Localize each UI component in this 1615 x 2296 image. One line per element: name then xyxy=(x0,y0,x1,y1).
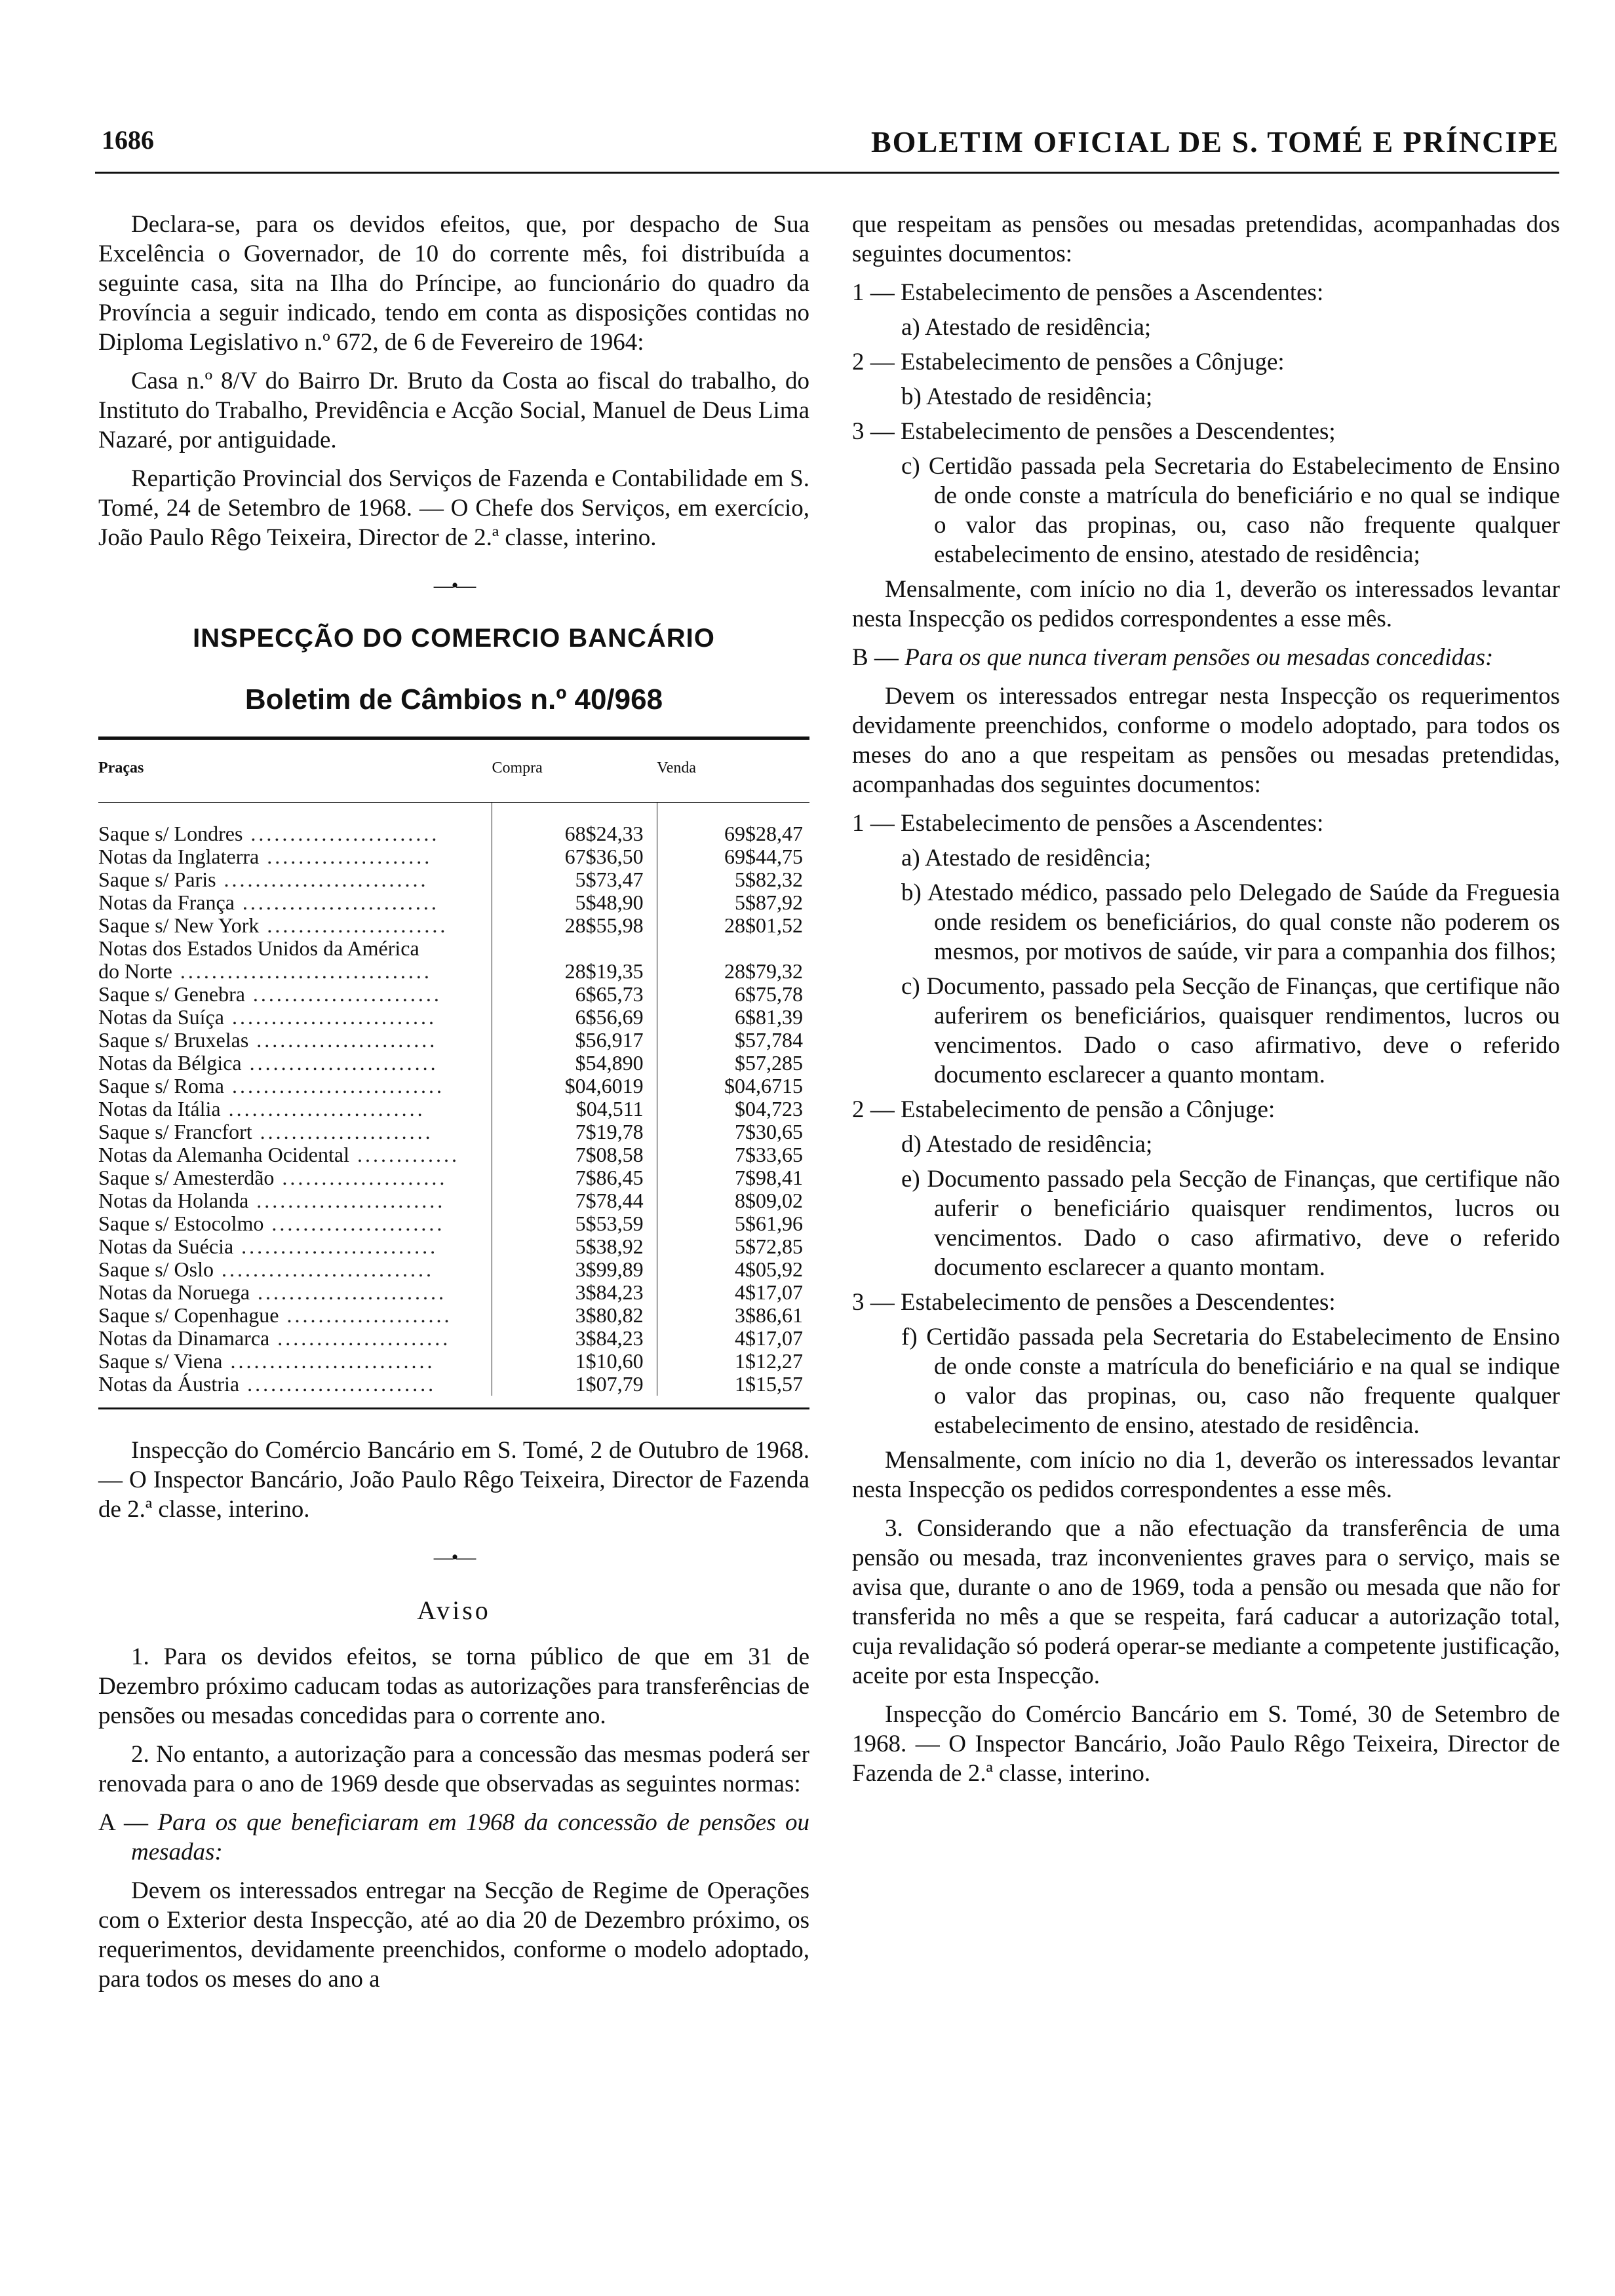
table-row xyxy=(98,1327,809,1350)
place-name: Saque s/ New York xyxy=(98,914,260,937)
sell-cell: $57,784 xyxy=(657,1029,809,1052)
table-row xyxy=(98,1075,809,1098)
sell-cell: 6$75,78 xyxy=(657,983,809,1006)
buy-cell: 5$38,92 xyxy=(492,1235,657,1258)
a-item-2: 2 — Estabelecimento de pensões a Cônjuge: xyxy=(852,349,1285,375)
table-row xyxy=(98,1029,809,1052)
place-cell xyxy=(98,822,492,845)
dot-leader: ........................ xyxy=(244,983,442,1006)
buy-cell: 5$53,59 xyxy=(492,1212,657,1235)
place-cell xyxy=(98,1258,492,1281)
b-item-3f: f) Certidão passada pela Secretaria do Estabelecimento de Ensino de onde conste a matrícula do beneficiário e na qual se indique o valor das propinas, ou, caso não frequente qualquer estabelecimento de ensino, atestado de residência. xyxy=(901,1324,1560,1439)
buy-cell: 1$07,79 xyxy=(492,1373,657,1396)
table-row xyxy=(98,891,809,914)
table-row xyxy=(98,1373,809,1396)
table-row xyxy=(98,914,809,937)
buy-cell: $54,890 xyxy=(492,1052,657,1075)
sell-cell: 28$01,52 xyxy=(657,914,809,937)
sell-cell: 5$72,85 xyxy=(657,1235,809,1258)
place-name: Notas da Itália xyxy=(98,1098,221,1120)
table-row xyxy=(98,1235,809,1258)
clause-a-label: A — xyxy=(98,1809,149,1836)
place-cell xyxy=(98,1212,492,1235)
place-name: Saque s/ Copenhague xyxy=(98,1304,279,1327)
page-number: 1686 xyxy=(102,125,154,155)
place-cell xyxy=(98,1143,492,1166)
sell-cell: 6$81,39 xyxy=(657,1006,809,1029)
buy-cell: 7$19,78 xyxy=(492,1120,657,1143)
place-cell xyxy=(98,1006,492,1029)
notice-title: Aviso xyxy=(417,1596,491,1625)
sell-cell: 7$33,65 xyxy=(657,1143,809,1166)
sell-cell: 5$61,96 xyxy=(657,1212,809,1235)
monthly-note-2: Mensalmente, com início no dia 1, deverão os interessados levantar nesta Inspecção os pedidos correspondentes a esse mês. xyxy=(852,1447,1560,1503)
sell-cell: $04,6715 xyxy=(657,1075,809,1098)
place-name: Notas da Bélgica xyxy=(98,1052,242,1075)
b-item-2e: e) Documento passado pela Secção de Finanças, que certifique não auferir o beneficiário quaisquer rendimentos, lucros ou vencimentos. Dado o caso afirmativo, deve o referido documento esclarecer a quanto montam. xyxy=(901,1166,1560,1281)
buy-cell: 7$78,44 xyxy=(492,1189,657,1212)
place-cell xyxy=(98,1098,492,1120)
publication-title: BOLETIM OFICIAL DE S. TOMÉ E PRÍNCIPE xyxy=(871,125,1559,159)
buy-cell xyxy=(492,937,657,960)
sell-cell: 69$44,75 xyxy=(657,845,809,868)
sell-cell: 7$30,65 xyxy=(657,1120,809,1143)
buy-cell: 28$19,35 xyxy=(492,960,657,983)
table-row xyxy=(98,960,809,983)
separator-ornament: —•— xyxy=(433,575,475,596)
b-item-3: 3 — Estabelecimento de pensões a Descendentes: xyxy=(852,1289,1336,1316)
right-column xyxy=(852,210,1560,1797)
dot-leader: ...................... xyxy=(263,1212,445,1235)
dot-leader: ........................... xyxy=(214,1258,434,1281)
buy-cell: 6$56,69 xyxy=(492,1006,657,1029)
sell-cell: 69$28,47 xyxy=(657,822,809,845)
place-name: Notas da Noruega xyxy=(98,1281,250,1304)
a-item-3: 3 — Estabelecimento de pensões a Descendentes; xyxy=(852,418,1336,445)
buy-cell: 3$80,82 xyxy=(492,1304,657,1327)
exchange-rates-table xyxy=(98,737,809,1396)
place-name: Saque s/ Amesterdão xyxy=(98,1166,275,1189)
buy-cell: 3$84,23 xyxy=(492,1327,657,1350)
place-name: Notas da Alemanha Ocidental xyxy=(98,1143,349,1166)
table-row xyxy=(98,868,809,891)
clause-b-body: Devem os interessados entregar nesta Inspecção os requerimentos devidamente preenchidos, conforme o modelo adoptado, para todos os meses do ano a que respeitam as pensões ou mesadas pretendidas, acompanhadas dos seguintes documentos: xyxy=(852,683,1560,798)
buy-cell: 68$24,33 xyxy=(492,822,657,845)
sell-cell: 1$15,57 xyxy=(657,1373,809,1396)
sell-cell: 5$87,92 xyxy=(657,891,809,914)
dot-leader: ......................... xyxy=(233,1235,438,1258)
dot-leader: ........................ xyxy=(241,1052,438,1075)
notice-paragraph-2: 2. No entanto, a autorização para a concessão das mesmas poderá ser renovada para o ano de 1969 desde que observadas as seguintes normas: xyxy=(98,1741,809,1797)
place-cell xyxy=(98,1350,492,1373)
sell-cell: $04,723 xyxy=(657,1098,809,1120)
a-item-1: 1 — Estabelecimento de pensões a Ascendentes: xyxy=(852,279,1324,306)
sell-cell: 5$82,32 xyxy=(657,868,809,891)
buy-cell: 28$55,98 xyxy=(492,914,657,937)
place-cell xyxy=(98,1373,492,1396)
place-cell xyxy=(98,1166,492,1189)
table-row xyxy=(98,1189,809,1212)
section-title: INSPECÇÃO DO COMERCIO BANCÁRIO xyxy=(193,624,715,653)
sell-cell: 28$79,32 xyxy=(657,960,809,983)
dot-leader: .......................... xyxy=(222,1350,435,1373)
bulletin-signature-paragraph: Inspecção do Comércio Bancário em S. Tomé, 2 de Outubro de 1968. — O Inspector Bancário, João Paulo Rêgo Teixeira, Director de Fazenda de 2.ª classe, interino. xyxy=(98,1437,809,1523)
dot-leader: ...................... xyxy=(252,1120,433,1143)
place-name: Notas da França xyxy=(98,891,235,914)
a-item-3c: c) Certidão passada pela Secretaria do Estabelecimento de Ensino de onde conste a matrícula do beneficiário e no qual se indique o valor das propinas, ou, caso não frequente qualquer estabelecimento de ensino, atestado de residência; xyxy=(901,453,1560,568)
table-row xyxy=(98,1350,809,1373)
place-name: Saque s/ Paris xyxy=(98,868,216,891)
a-item-2b: b) Atestado de residência; xyxy=(901,383,1153,410)
clause-b-label: B — xyxy=(852,644,899,671)
place-name: Notas da Inglaterra xyxy=(98,845,260,868)
table-row xyxy=(98,937,809,960)
place-cell xyxy=(98,868,492,891)
notice-paragraph-1: 1. Para os devidos efeitos, se torna público de que em 31 de Dezembro próximo caducam todas as autorizações para transferências de pensões ou mesadas concedidas para o corrente ano. xyxy=(98,1643,809,1729)
sell-cell: 7$98,41 xyxy=(657,1166,809,1189)
b-item-1b: b) Atestado médico, passado pelo Delegado de Saúde da Freguesia onde residem os beneficiários, do qual conste não poderem os mesmos, por motivos de saúde, vir para a companhia dos filhos; xyxy=(901,879,1560,965)
clause-b-heading: Para os que nunca tiveram pensões ou mesadas concedidas: xyxy=(905,644,1494,671)
place-cell xyxy=(98,891,492,914)
buy-cell: 5$48,90 xyxy=(492,891,657,914)
a-item-1a: a) Atestado de residência; xyxy=(901,314,1152,341)
sell-cell xyxy=(657,937,809,960)
dot-leader: ..................... xyxy=(259,845,433,868)
place-name: Notas da Suécia xyxy=(98,1235,234,1258)
dot-leader: ........................ xyxy=(239,1373,437,1396)
dot-leader: ..................... xyxy=(274,1166,448,1189)
reparticao-signature-paragraph: Repartição Provincial dos Serviços de Fazenda e Contabilidade em S. Tomé, 24 de Setembro de 1968. — O Chefe dos Serviços, em exercício, João Paulo Rêgo Teixeira, Director de 2.ª classe, interino. xyxy=(98,465,809,551)
monthly-note-1: Mensalmente, com início no dia 1, deverão os interessados levantar nesta Inspecção os pedidos correspondentes a esse mês. xyxy=(852,576,1560,632)
place-cell xyxy=(98,1281,492,1304)
dot-leader: ................................ xyxy=(172,960,432,983)
dot-leader: ....................... xyxy=(248,1029,438,1052)
sell-cell: 8$09,02 xyxy=(657,1189,809,1212)
notice-paragraph-3: 3. Considerando que a não efectuação da transferência de uma pensão ou mesada, traz inconvenientes graves para o serviço, mais se avisa que, durante o ano de 1969, toda a pensão ou mesada que não for transferida no mês a que se respeita, fará caducar a autorização total, cuja revalidação só poderá operar-se mediante a competente justificação, aceite por esta Inspecção. xyxy=(852,1515,1560,1689)
exchange-rates-body xyxy=(98,803,809,1396)
table-row xyxy=(98,1120,809,1143)
notice-clause-a xyxy=(98,1808,809,1867)
dot-leader: ........................ xyxy=(243,822,440,845)
place-name: Saque s/ Bruxelas xyxy=(98,1029,249,1052)
sell-cell: 4$05,92 xyxy=(657,1258,809,1281)
place-name: Saque s/ Londres xyxy=(98,822,243,845)
dot-leader: ..................... xyxy=(279,1304,452,1327)
column-header-place: Praças xyxy=(98,738,492,803)
house-assignment-paragraph: Casa n.º 8/V do Bairro Dr. Bruto da Costa ao fiscal do trabalho, do Instituto do Trabalho, Previdência e Acção Social, Manuel de Deus Lima Nazaré, por antiguidade. xyxy=(98,368,809,453)
declaration-paragraph: Declara-se, para os devidos efeitos, que, por despacho de Sua Excelência o Governador, de 10 do corrente mês, foi distribuída a seguinte casa, sita na Ilha do Príncipe, ao funcionário do quadro da Província a seguir indicado, tendo em conta as disposições contidas no Diploma Legislativo n.º 672, de 6 de Fevereiro de 1964: xyxy=(98,211,809,356)
b-item-2: 2 — Estabelecimento de pensão a Cônjuge: xyxy=(852,1096,1275,1123)
dot-leader: ........................ xyxy=(250,1281,447,1304)
dot-leader: ........................... xyxy=(224,1075,444,1098)
buy-cell: $04,511 xyxy=(492,1098,657,1120)
sell-cell: $57,285 xyxy=(657,1052,809,1075)
b-item-1a: a) Atestado de residência; xyxy=(901,845,1152,871)
place-cell xyxy=(98,937,492,960)
buy-cell: 3$99,89 xyxy=(492,1258,657,1281)
place-cell xyxy=(98,1029,492,1052)
dot-leader: ....................... xyxy=(259,914,448,937)
dot-leader: ......................... xyxy=(220,1098,425,1120)
exchange-bulletin-title: Boletim de Câmbios n.º 40/968 xyxy=(244,683,663,716)
left-column xyxy=(98,210,809,2003)
sell-cell: 1$12,27 xyxy=(657,1350,809,1373)
table-row xyxy=(98,1258,809,1281)
closing-signature-paragraph: Inspecção do Comércio Bancário em S. Tomé, 30 de Setembro de 1968. — O Inspector Bancário, João Paulo Rêgo Teixeira, Director de Fazenda de 2.ª classe, interino. xyxy=(852,1701,1560,1787)
place-cell xyxy=(98,983,492,1006)
b-item-1: 1 — Estabelecimento de pensões a Ascendentes: xyxy=(852,810,1324,837)
buy-cell: 3$84,23 xyxy=(492,1281,657,1304)
table-row xyxy=(98,1143,809,1166)
place-cell xyxy=(98,1120,492,1143)
place-name: Saque s/ Viena xyxy=(98,1350,223,1373)
place-name: Saque s/ Francfort xyxy=(98,1120,252,1143)
dot-leader: ......................... xyxy=(234,891,439,914)
place-name: Saque s/ Roma xyxy=(98,1075,224,1098)
column-header-sell: Venda xyxy=(657,738,809,803)
clause-a-body: Devem os interessados entregar na Secção de Regime de Operações com o Exterior desta Inspecção, até ao dia 20 de Dezembro próximo, os requerimentos, devidamente preenchidos, conforme o modelo adoptado, para todos os meses do ano a xyxy=(98,1877,809,1993)
place-name: Notas dos Estados Unidos da América xyxy=(98,937,419,960)
table-row xyxy=(98,1098,809,1120)
place-cell xyxy=(98,960,492,983)
table-row xyxy=(98,1281,809,1304)
buy-cell: 67$36,50 xyxy=(492,845,657,868)
column-header-buy: Compra xyxy=(492,738,657,803)
dot-leader: .......................... xyxy=(224,1006,437,1029)
dot-leader: ...................... xyxy=(269,1327,451,1350)
buy-cell: 7$86,45 xyxy=(492,1166,657,1189)
place-cell xyxy=(98,1304,492,1327)
place-cell xyxy=(98,1189,492,1212)
place-cell xyxy=(98,1235,492,1258)
table-row xyxy=(98,845,809,868)
place-cell xyxy=(98,914,492,937)
b-item-1c: c) Documento, passado pela Secção de Finanças, que certifique não auferirem os beneficiários, quaisquer rendimentos, lucros ou vencimentos. Dado o caso afirmativo, deve o referido documento esclarecer a quanto montam. xyxy=(901,973,1560,1088)
table-row xyxy=(98,1304,809,1327)
place-name: Notas da Áustria xyxy=(98,1373,240,1396)
sell-cell: 4$17,07 xyxy=(657,1327,809,1350)
notice-clause-b xyxy=(852,643,1560,672)
table-row xyxy=(98,983,809,1006)
place-cell xyxy=(98,1052,492,1075)
b-item-2d: d) Atestado de residência; xyxy=(901,1131,1153,1158)
separator-ornament-2: —•— xyxy=(433,1546,475,1568)
place-cell xyxy=(98,845,492,868)
buy-cell: 1$10,60 xyxy=(492,1350,657,1373)
sell-cell: 4$17,07 xyxy=(657,1281,809,1304)
buy-cell: 7$08,58 xyxy=(492,1143,657,1166)
place-name: Notas da Dinamarca xyxy=(98,1327,270,1350)
table-row xyxy=(98,1006,809,1029)
dot-leader: .......................... xyxy=(216,868,429,891)
place-name: Notas da Suíça xyxy=(98,1006,224,1029)
buy-cell: 5$73,47 xyxy=(492,868,657,891)
dot-leader: ........................ xyxy=(248,1189,446,1212)
header-rule xyxy=(95,172,1559,174)
continued-paragraph: que respeitam as pensões ou mesadas pretendidas, acompanhadas dos seguintes documentos: xyxy=(852,211,1560,267)
table-row xyxy=(98,822,809,845)
place-name: Saque s/ Oslo xyxy=(98,1258,214,1281)
sell-cell: 3$86,61 xyxy=(657,1304,809,1327)
place-name: Saque s/ Estocolmo xyxy=(98,1212,264,1235)
place-name: Notas da Holanda xyxy=(98,1189,249,1212)
buy-cell: 6$65,73 xyxy=(492,983,657,1006)
buy-cell: $56,917 xyxy=(492,1029,657,1052)
buy-cell: $04,6019 xyxy=(492,1075,657,1098)
table-row xyxy=(98,1212,809,1235)
table-row xyxy=(98,1052,809,1075)
place-cell xyxy=(98,1075,492,1098)
place-cell xyxy=(98,1327,492,1350)
dot-leader: ............. xyxy=(349,1143,459,1166)
table-bottom-rule xyxy=(98,1407,809,1409)
place-name: Saque s/ Genebra xyxy=(98,983,245,1006)
table-row xyxy=(98,1166,809,1189)
clause-a-heading: Para os que beneficiaram em 1968 da concessão de pensões ou mesadas: xyxy=(131,1809,809,1866)
place-name: do Norte xyxy=(98,960,172,983)
